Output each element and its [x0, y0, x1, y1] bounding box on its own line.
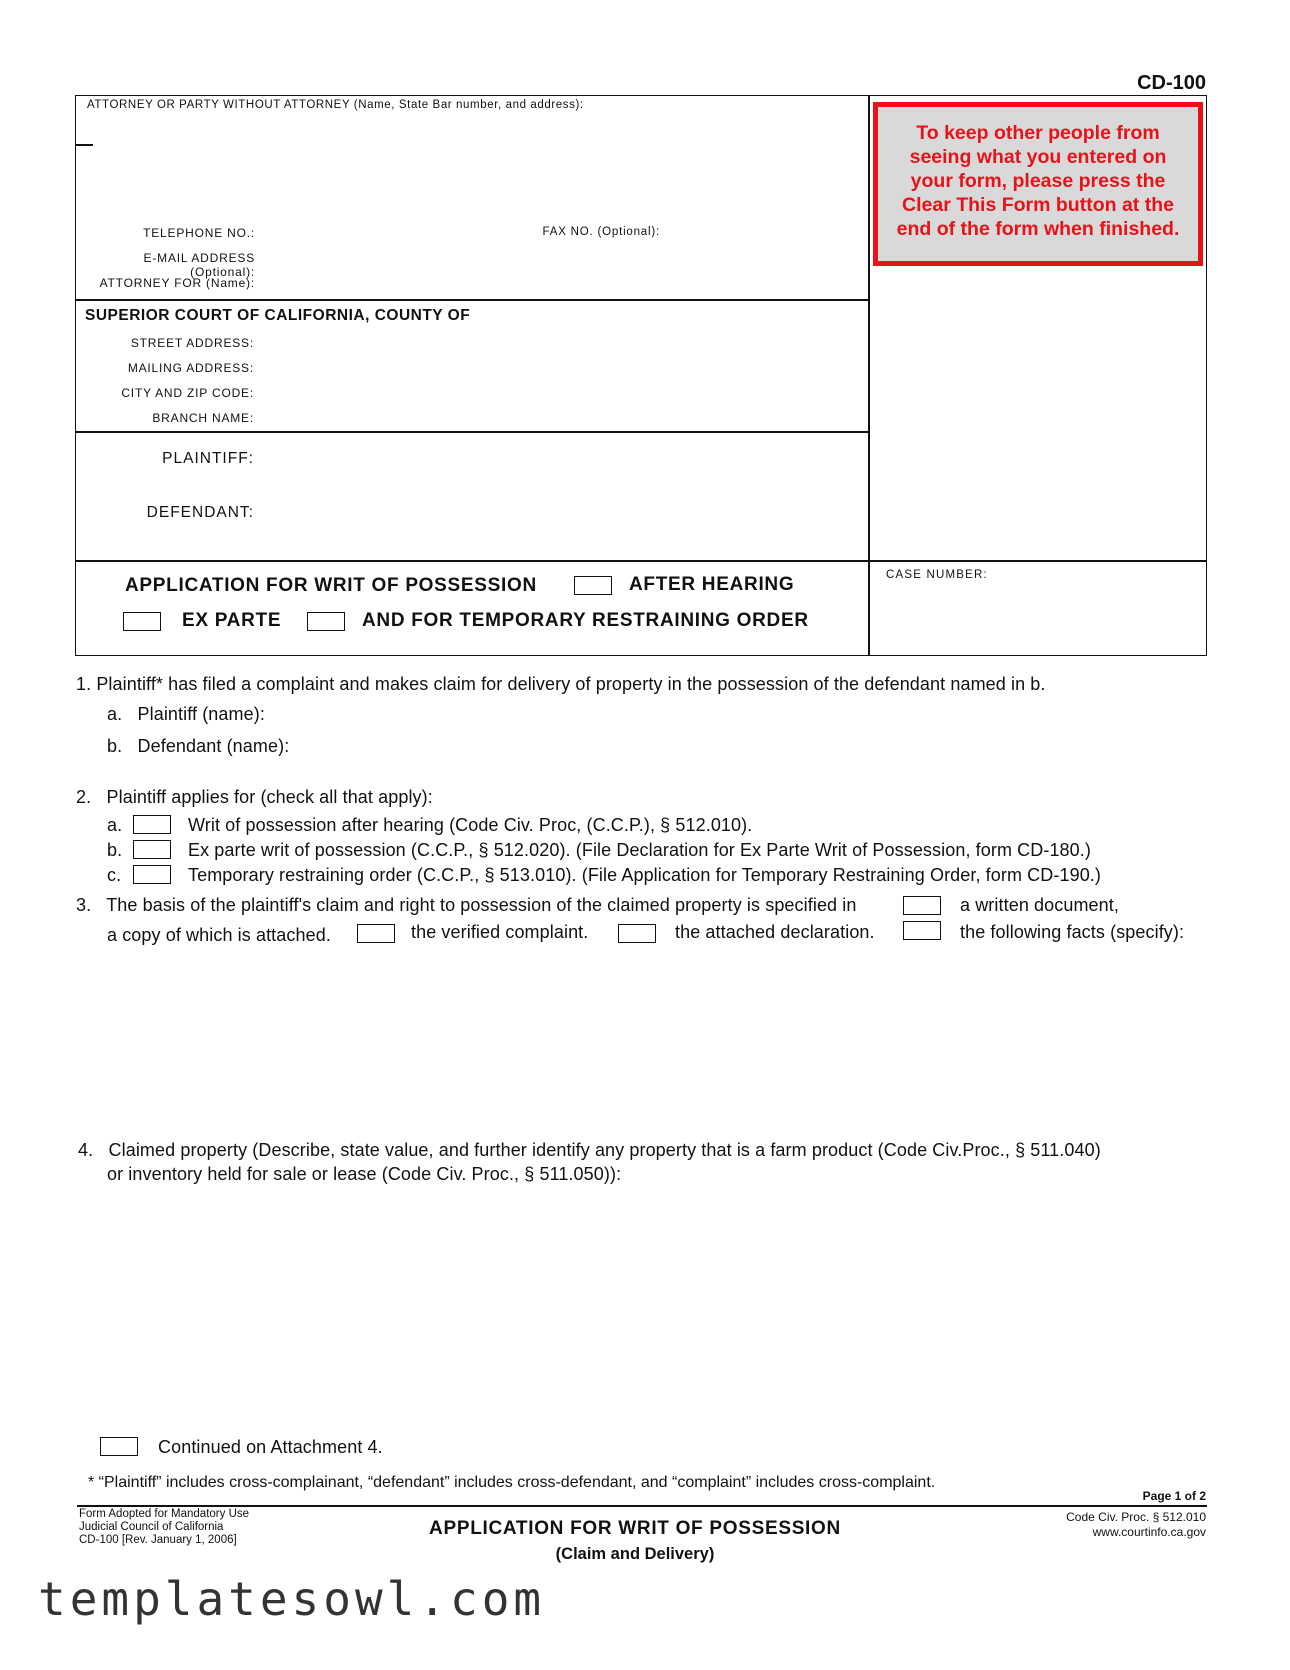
item-4-line1: 4. Claimed property (Describe, state value, and further identify any property that is a farm product (Code Civ.Proc., § 511.040) [78, 1140, 1101, 1160]
item-4-line2: or inventory held for sale or lease (Code Civ. Proc., § 511.050)): [107, 1164, 622, 1184]
court-title: SUPERIOR COURT OF CALIFORNIA, COUNTY OF [85, 307, 471, 324]
case-number-label: CASE NUMBER: [886, 569, 988, 581]
item-2c-text: Temporary restraining order (C.C.P., § 513.010). (File Application for Temporary Restraining Order, form CD-190.) [188, 865, 1102, 885]
attorney-mark [75, 144, 93, 146]
item-3-facts-field[interactable] [107, 955, 1202, 1135]
item-2b-letter: b. [107, 840, 123, 860]
item-1a-plaintiff: a. Plaintiff (name): [107, 704, 265, 724]
watermark: templatesowl.com [38, 1572, 546, 1626]
item-1b-defendant: b. Defendant (name): [107, 736, 290, 756]
footer-adopted-1: Form Adopted for Mandatory Use [79, 1508, 250, 1520]
footer-code: Code Civ. Proc. § 512.010 [1066, 1510, 1206, 1524]
after-hearing-checkbox[interactable] [574, 576, 612, 595]
fax-label: FAX NO. (Optional): [542, 226, 660, 238]
attorney-for-label: ATTORNEY FOR (Name): [99, 276, 255, 290]
item-2b-checkbox[interactable] [133, 840, 171, 859]
item-3-declaration-checkbox[interactable] [618, 924, 656, 943]
form-id: CD-100 [1137, 72, 1206, 94]
item-3-verified-label: the verified complaint. [411, 922, 589, 942]
defendant-label: DEFENDANT: [146, 504, 254, 521]
item-2c-checkbox[interactable] [133, 865, 171, 884]
caption-divider [868, 95, 870, 656]
branch-name-label: BRANCH NAME: [152, 411, 254, 425]
city-zip-label: CITY AND ZIP CODE: [121, 386, 254, 400]
mailing-address-label: MAILING ADDRESS: [127, 361, 254, 375]
item-3-written-label: a written document, [960, 895, 1119, 915]
item-1: 1. Plaintiff* has filed a complaint and makes claim for delivery of property in the possession of the defendant named in b. [76, 674, 1046, 694]
footer-subtitle: (Claim and Delivery) [555, 1545, 715, 1563]
item-2b-text: Ex parte writ of possession (C.C.P., § 512.020). (File Declaration for Ex Parte Writ of Possession, form CD-180.) [188, 840, 1091, 860]
item-3: 3. The basis of the plaintiff's claim and right to possession of the claimed property is specified in [76, 895, 857, 915]
item-3-declaration-label: the attached declaration. [675, 922, 875, 942]
continued-label: Continued on Attachment 4. [158, 1437, 383, 1457]
continued-checkbox[interactable] [100, 1437, 138, 1456]
page-number: Page 1 of 2 [1142, 1489, 1206, 1503]
footer-title: APPLICATION FOR WRIT OF POSSESSION [429, 1518, 841, 1539]
telephone-label: TELEPHONE NO.: [143, 226, 255, 240]
form-title: APPLICATION FOR WRIT OF POSSESSION [125, 575, 537, 596]
street-address-label: STREET ADDRESS: [130, 336, 254, 350]
footer-adopted-2: Judicial Council of California [79, 1521, 224, 1533]
attorney-header: ATTORNEY OR PARTY WITHOUT ATTORNEY (Name, State Bar number, and address): [87, 99, 584, 111]
privacy-notice-text: To keep other people from seeing what you entered on your form, please press the Clear This Form button at the end of the form when finished. [896, 122, 1180, 240]
item-4-property-field[interactable] [107, 1195, 1202, 1430]
ex-parte-label: EX PARTE [182, 610, 282, 631]
item-3-facts-label: the following facts (specify): [960, 922, 1185, 942]
tro-checkbox[interactable] [307, 612, 345, 631]
after-hearing-label: AFTER HEARING [629, 574, 795, 595]
case-number-field[interactable] [872, 580, 1202, 652]
item-2: 2. Plaintiff applies for (check all that apply): [76, 787, 433, 807]
item-3-copy-label: a copy of which is attached. [107, 925, 331, 945]
court-divider [75, 431, 869, 433]
plaintiff-label: PLAINTIFF: [162, 450, 254, 467]
footer-adopted-3: CD-100 [Rev. January 1, 2006] [79, 1534, 237, 1546]
footnote: * “Plaintiff” includes cross-complainant, “defendant” includes cross-defendant, and “complaint” includes cross-complaint. [88, 1474, 936, 1491]
item-3-verified-checkbox[interactable] [357, 924, 395, 943]
item-2a-checkbox[interactable] [133, 815, 171, 834]
email-label: E-MAIL ADDRESS (Optional): [143, 251, 255, 279]
tro-label: AND FOR TEMPORARY RESTRAINING ORDER [362, 610, 809, 631]
parties-divider [75, 560, 1207, 562]
item-3-facts-checkbox[interactable] [903, 921, 941, 940]
privacy-notice [873, 102, 1203, 266]
item-2a-letter: a. [107, 815, 123, 835]
ex-parte-checkbox[interactable] [123, 612, 161, 631]
item-2a-text: Writ of possession after hearing (Code Civ. Proc, (C.C.P.), § 512.010). [188, 815, 753, 835]
footer-website: www.courtinfo.ca.gov [1092, 1525, 1206, 1539]
footer-rule [77, 1505, 1207, 1507]
item-3-written-checkbox[interactable] [903, 896, 941, 915]
item-2c-letter: c. [107, 865, 122, 885]
attorney-divider [75, 299, 869, 301]
